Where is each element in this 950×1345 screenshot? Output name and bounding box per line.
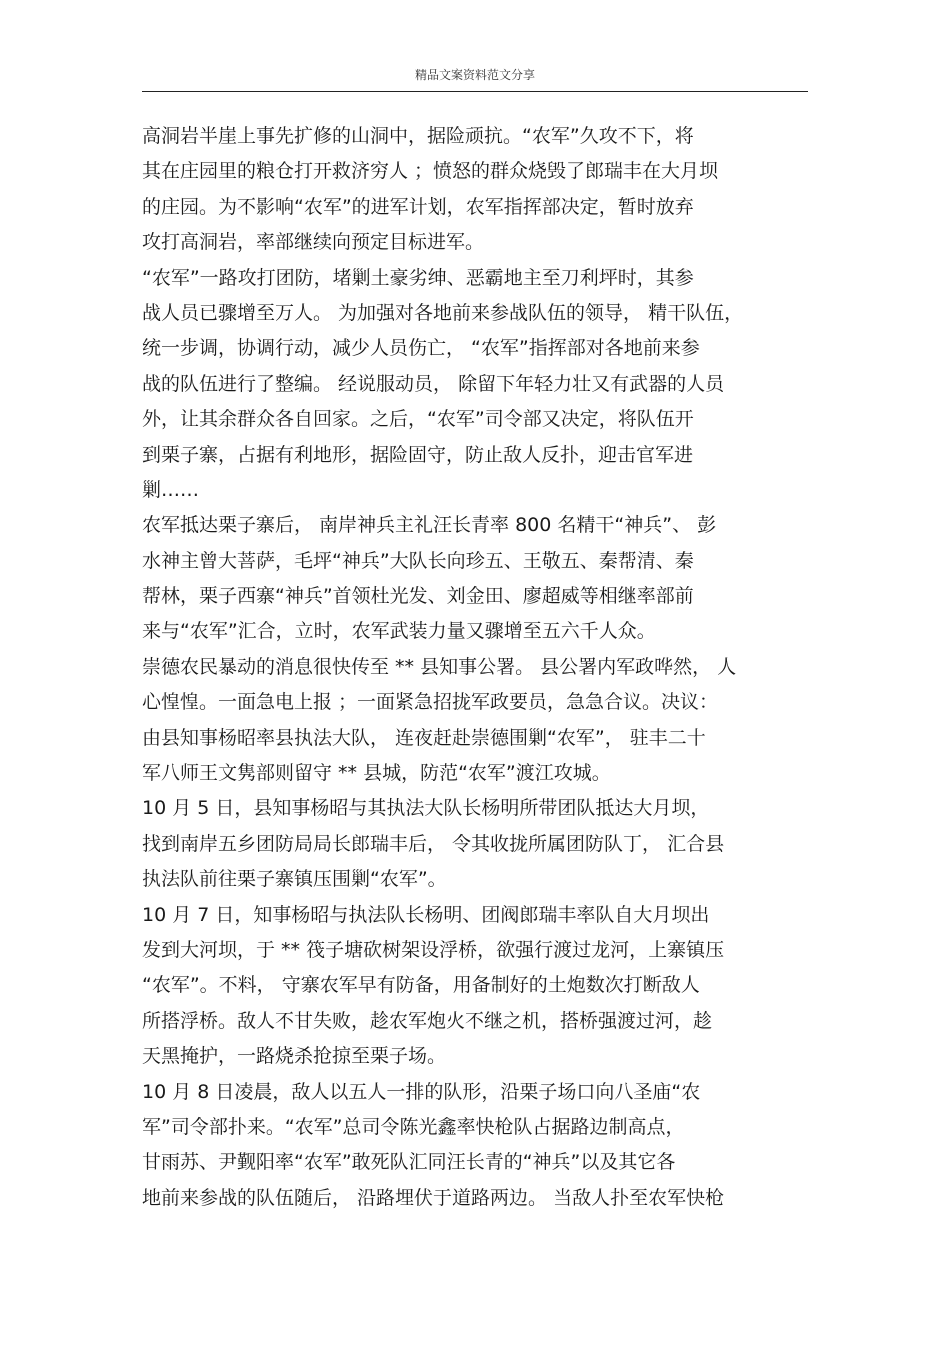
text-line: 甘雨苏、尹觐阳率“农军”敢死队汇同汪长青的“神兵”以及其它各 — [142, 1151, 676, 1174]
text-line: “农军”。不料， 守寨农军早有防备，用备制好的土炮数次打断敌人 — [142, 974, 700, 997]
text-line: 来与“农军”汇合，立时，农军武装力量又骤增至五六千人众。 — [142, 620, 656, 643]
text-line: 外，让其余群众各自回家。之后，“农军”司令部又决定，将队伍开 — [142, 408, 694, 431]
text-line: 所搭浮桥。敌人不甘失败，趁农军炮火不继之机，搭桥强渡过河，趁 — [142, 1009, 713, 1032]
text-line: 攻打高洞岩，率部继续向预定目标进军。 — [142, 231, 485, 254]
text-line: 发到大河坝，于 ** 筏子塘砍树架设浮桥，欲强行渡过龙河，上寨镇压 — [142, 938, 725, 961]
text-line: 由县知事杨昭率县执法大队， 连夜赶赴崇德围剿“农军”， 驻丰二十 — [142, 726, 706, 749]
text-line: 找到南岸五乡团防局局长郎瑞丰后， 令其收拢所属团防队丁， 汇合县 — [142, 832, 725, 855]
text-line: 高洞岩半崖上事先扩修的山洞中，据险顽抗。“农军”久攻不下，将 — [142, 125, 694, 147]
text-line: 到栗子寨，占据有利地形，据险固守，防止敌人反扑，迎击官军进 — [142, 443, 694, 466]
text-line: 水神主曾大菩萨，毛坪“神兵”大队长向珍五、王敬五、秦帮清、秦 — [142, 549, 694, 572]
text-line: 的庄园。为不影响“农军”的进军计划，农军指挥部决定，暂时放弃 — [142, 195, 694, 218]
text-line: 战的队伍进行了整编。 经说服动员， 除留下年轻力壮又有武器的人员 — [142, 372, 725, 395]
text-line: 军八师王文隽部则留守 ** 县城，防范“农军”渡江攻城。 — [142, 762, 611, 785]
text-line: 农军抵达栗子寨后， 南岸神兵主礼汪长青率 800 名精干“神兵”、 彭 — [142, 514, 717, 537]
text-line: 地前来参战的队伍随后， 沿路埋伏于道路两边。 当敌人扑至农军快枪 — [142, 1186, 725, 1209]
text-line: 其在庄园里的粮仓打开救济穷人 ；愤怒的群众烧毁了郎瑞丰在大月坝 — [142, 160, 719, 183]
text-line: 崇德农民暴动的消息很快传至 ** 县知事公署。 县公署内军政哗然， 人 — [142, 655, 737, 678]
document-body — [142, 119, 822, 1216]
text-line: 天黑掩护，一路烧杀抢掠至栗子场。 — [142, 1045, 447, 1068]
page-header: 精品文案资料范文分享 — [414, 68, 535, 82]
text-line: 执法队前往栗子寨镇压围剿“农军”。 — [142, 868, 447, 891]
text-line: 统一步调，协调行动，减少人员伤亡， “农军”指挥部对各地前来参 — [142, 337, 700, 360]
text-line: 剿…… — [142, 478, 200, 501]
text-line: 帮林，栗子西寨“神兵”首领杜光发、刘金田、廖超威等相继率部前 — [142, 585, 694, 608]
text-line: 10 月 8 日凌晨，敌人以五人一排的队形，沿栗子场口向八圣庙“农 — [142, 1080, 701, 1103]
header-divider — [142, 91, 808, 92]
text-line: 战人员已骤增至万人。 为加强对各地前来参战队伍的领导， 精干队伍， — [142, 301, 744, 324]
text-line: “农军”一路攻打团防，堵剿土豪劣绅、恶霸地主至刀利坪时，其参 — [142, 266, 694, 289]
text-line: 心惶惶。一面急电上报 ；一面紧急招拢军政要员，急急合议。决议： — [142, 691, 719, 714]
text-line: 10 月 7 日，知事杨昭与执法队长杨明、团阀郎瑞丰率队自大月坝出 — [142, 903, 710, 926]
text-line: 军”司令部扑来。“农军”总司令陈光鑫率快枪队占据路边制高点， — [142, 1115, 685, 1138]
text-line: 10 月 5 日，县知事杨昭与其执法大队长杨明所带团队抵达大月坝， — [142, 797, 710, 820]
